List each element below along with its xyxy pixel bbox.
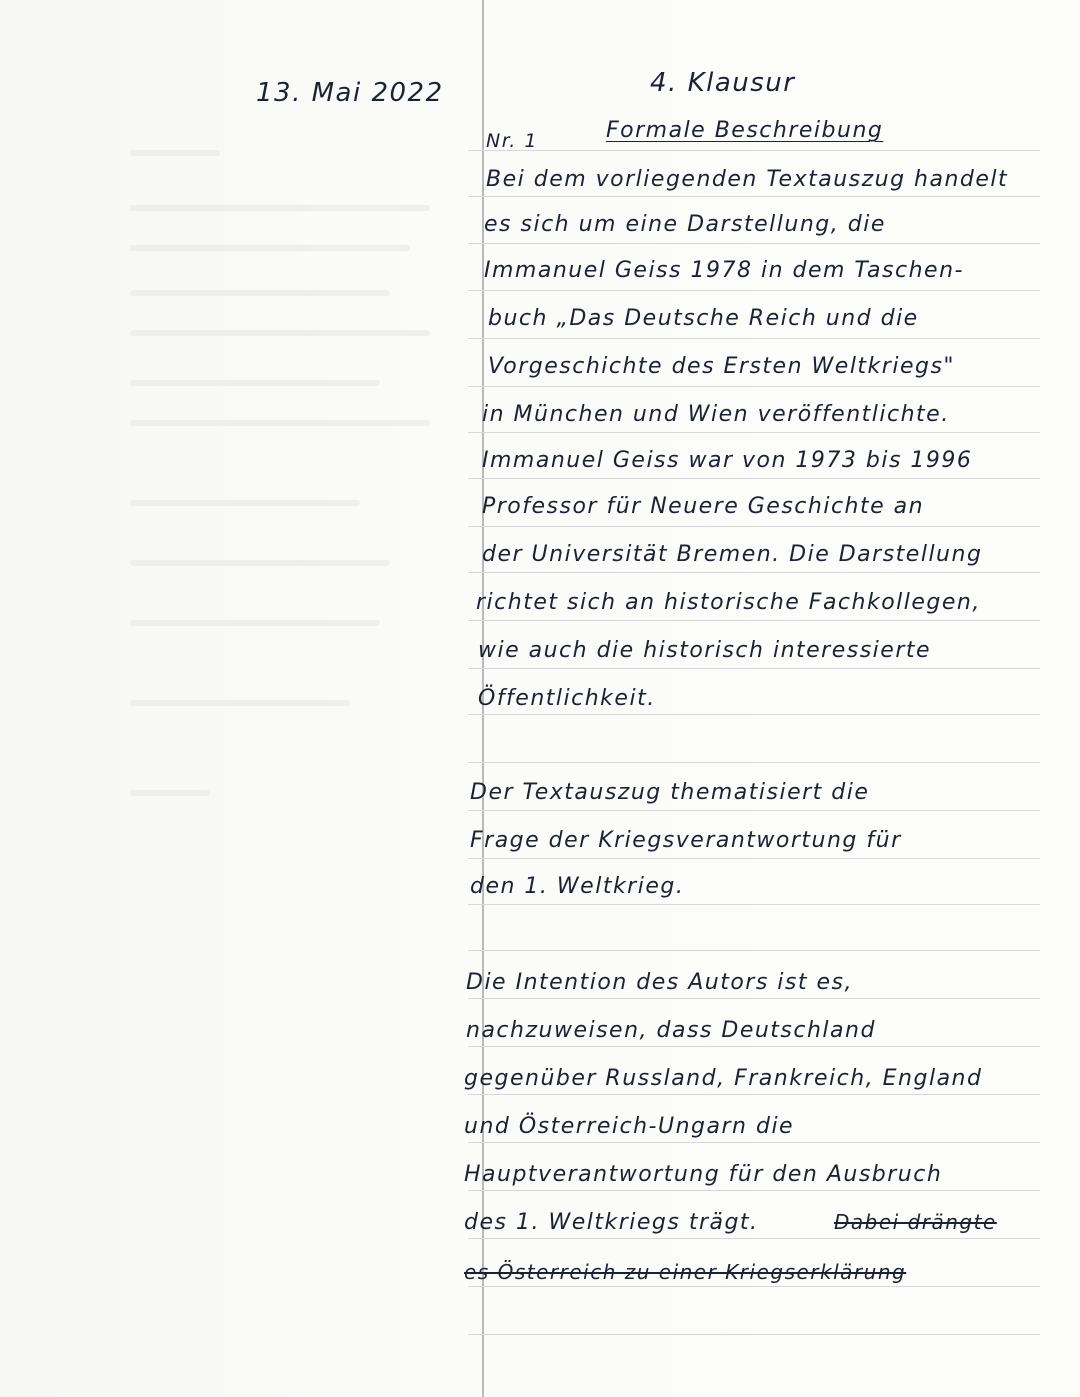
section-heading: Formale Beschreibung <box>606 118 884 143</box>
text-line: des 1. Weltkriegs trägt. <box>464 1210 759 1235</box>
ruled-line <box>468 338 1040 339</box>
date-label: 13. Mai 2022 <box>256 78 444 108</box>
ruled-line <box>468 572 1040 573</box>
text-line: es sich um eine Darstellung, die <box>484 212 886 237</box>
ruled-line <box>468 290 1040 291</box>
ruled-line <box>468 998 1040 999</box>
ruled-line <box>468 810 1040 811</box>
bleed-through-mark <box>130 150 220 156</box>
bleed-through-mark <box>130 560 390 566</box>
ruled-line <box>468 196 1040 197</box>
bleed-through-mark <box>130 620 380 626</box>
ruled-line <box>468 386 1040 387</box>
text-line: und Österreich-Ungarn die <box>464 1114 795 1139</box>
text-line: Professor für Neuere Geschichte an <box>482 494 925 519</box>
ruled-line <box>468 1334 1040 1335</box>
text-line: nachzuweisen, dass Deutschland <box>466 1018 876 1043</box>
text-line: buch „Das Deutsche Reich und die <box>488 306 919 331</box>
ruled-line <box>468 762 1040 763</box>
bleed-through-mark <box>130 330 430 336</box>
ruled-line <box>468 1046 1040 1047</box>
text-line: Frage der Kriegsverantwortung für <box>470 828 902 853</box>
ruled-line <box>468 1286 1040 1287</box>
ruled-line <box>468 243 1040 244</box>
text-line: Vorgeschichte des Ersten Weltkriegs" <box>488 354 956 379</box>
text-line: Bei dem vorliegenden Textauszug handelt <box>486 167 1009 192</box>
text-line: der Universität Bremen. Die Darstellung <box>482 542 983 567</box>
bleed-through-mark <box>130 420 430 426</box>
ruled-line <box>468 1094 1040 1095</box>
exam-title: 4. Klausur <box>650 68 796 98</box>
text-line: Hauptverantwortung für den Ausbruch <box>464 1162 943 1187</box>
bleed-through-mark <box>130 245 410 251</box>
bleed-through-mark <box>130 790 210 796</box>
text-line: den 1. Weltkrieg. <box>470 874 685 899</box>
ruled-line <box>468 668 1040 669</box>
text-line: wie auch die historisch interessierte <box>478 638 932 663</box>
ruled-line <box>468 714 1040 715</box>
ruled-line <box>468 950 1040 951</box>
ruled-line <box>468 1142 1040 1143</box>
text-line: Der Textauszug thematisiert die <box>470 780 870 805</box>
bleed-through-mark <box>130 380 380 386</box>
ruled-line <box>468 526 1040 527</box>
bleed-through-mark <box>130 700 350 706</box>
struck-text: es Österreich zu einer Kriegserklärung <box>464 1260 907 1284</box>
text-line: Immanuel Geiss war von 1973 bis 1996 <box>482 448 973 473</box>
text-line: gegenüber Russland, Frankreich, England <box>464 1066 983 1091</box>
text-line: Öffentlichkeit. <box>478 686 656 711</box>
text-line: Die Intention des Autors ist es, <box>466 970 853 995</box>
ruled-line <box>468 1190 1040 1191</box>
ruled-line <box>468 432 1040 433</box>
ruled-line <box>468 478 1040 479</box>
bleed-through-mark <box>130 290 390 296</box>
section-number: Nr. 1 <box>486 130 538 152</box>
text-line: Immanuel Geiss 1978 in dem Taschen- <box>484 258 964 283</box>
ruled-line <box>468 150 1040 151</box>
ruled-line <box>468 1238 1040 1239</box>
text-line: in München und Wien veröffentlichte. <box>482 402 950 427</box>
struck-text: Dabei drängte <box>834 1210 997 1234</box>
bleed-through-mark <box>130 500 360 506</box>
ruled-line <box>468 620 1040 621</box>
bleed-through-mark <box>130 205 430 211</box>
ruled-line <box>468 858 1040 859</box>
text-line: richtet sich an historische Fachkollegen, <box>476 590 981 615</box>
ruled-line <box>468 904 1040 905</box>
